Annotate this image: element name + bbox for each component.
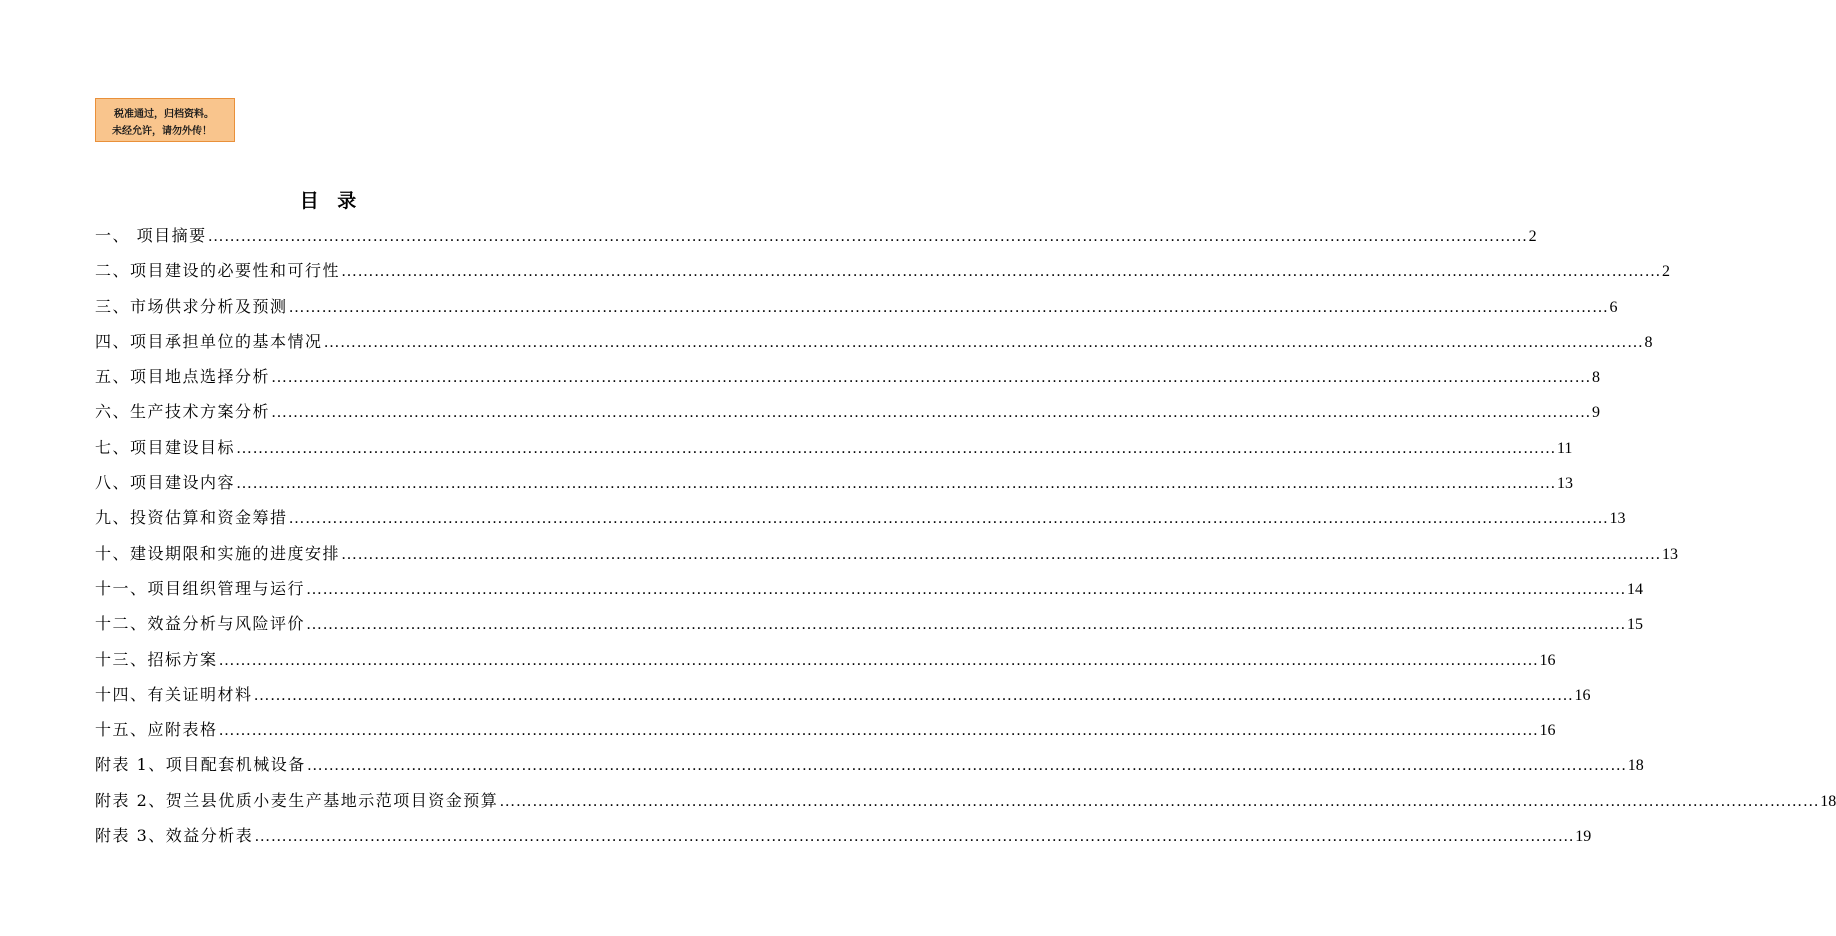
toc-leader-dots: …………………………………………………………………………………………………………………………………………………………………………………………………………………… (306, 580, 1627, 598)
toc-entry-page: 9 (1592, 404, 1601, 422)
toc-entry-label: 十三、招标方案 (95, 649, 218, 669)
toc-entry-page: 13 (1557, 475, 1574, 493)
toc-entry-page: 14 (1627, 580, 1644, 598)
toc-entry-label: 十、建设期限和实施的进度安排 (95, 543, 341, 563)
toc-leader-dots: …………………………………………………………………………………………………………………………………………………………………………………………………………………… (288, 298, 1609, 316)
toc-entry-label: 四、项目承担单位的基本情况 (95, 331, 323, 351)
stamp-line-2: 未经允许，请勿外传！ (112, 126, 212, 137)
toc-leader-dots: …………………………………………………………………………………………………………………………………………………………………………………………………………………… (271, 369, 1592, 387)
toc-leader-dots: …………………………………………………………………………………………………………………………………………………………………………………………………………………… (306, 757, 1627, 775)
toc-entry-page: 18 (1820, 792, 1836, 810)
toc-leader-dots: …………………………………………………………………………………………………………………………………………………………………………………………………………………… (323, 333, 1644, 351)
toc-leader-dots: …………………………………………………………………………………………………………………………………………………………………………………………………………………… (499, 792, 1820, 810)
toc-entry-label: 十二、效益分析与风险评价 (95, 614, 306, 634)
toc-entry-page: 2 (1662, 263, 1671, 281)
toc-entry[interactable] (95, 223, 1537, 258)
toc-leader-dots: …………………………………………………………………………………………………………………………………………………………………………………………………………………… (306, 616, 1627, 634)
toc-entry-label: 附表 2、贺兰县优质小麦生产基地示范项目资金预算 (95, 790, 499, 810)
toc-leader-dots: …………………………………………………………………………………………………………………………………………………………………………………………………………………… (288, 510, 1609, 528)
toc-leader-dots: …………………………………………………………………………………………………………………………………………………………………………………………………………………… (254, 828, 1575, 846)
toc-entry[interactable] (95, 788, 1836, 823)
stamp-line-1: 税准通过，归档资料。 (114, 109, 214, 120)
toc-entry[interactable] (95, 364, 1601, 399)
toc-leader-dots: …………………………………………………………………………………………………………………………………………………………………………………………………………………… (271, 404, 1592, 422)
toc-entry[interactable] (95, 435, 1573, 470)
toc-entry-page: 18 (1627, 757, 1644, 775)
toc-entry-label: 八、项目建设内容 (95, 473, 236, 493)
toc-entry-label: 七、项目建设目标 (95, 437, 236, 457)
toc-entry-label: 附表 3、效益分析表 (95, 826, 254, 846)
toc-entry[interactable] (95, 541, 1679, 576)
toc-entry-label: 六、生产技术方案分析 (95, 402, 271, 422)
toc-entry[interactable] (95, 505, 1626, 540)
toc-entry[interactable] (95, 294, 1618, 329)
toc-entry[interactable] (95, 611, 1644, 646)
table-of-contents (95, 223, 1836, 858)
toc-leader-dots: …………………………………………………………………………………………………………………………………………………………………………………………………………………… (207, 228, 1528, 245)
toc-leader-dots: …………………………………………………………………………………………………………………………………………………………………………………………………………………… (218, 651, 1539, 669)
toc-entry-label: 五、项目地点选择分析 (95, 367, 271, 387)
toc-leader-dots: …………………………………………………………………………………………………………………………………………………………………………………………………………………… (236, 439, 1557, 457)
toc-entry-page: 15 (1627, 616, 1644, 634)
toc-entry-page: 13 (1609, 510, 1626, 528)
toc-entry[interactable] (95, 399, 1601, 434)
toc-entry[interactable] (95, 258, 1671, 293)
toc-entry-page: 8 (1592, 369, 1601, 387)
toc-leader-dots: …………………………………………………………………………………………………………………………………………………………………………………………………………………… (236, 475, 1557, 493)
toc-entry[interactable] (95, 647, 1556, 682)
toc-entry[interactable] (95, 717, 1556, 752)
toc-leader-dots: …………………………………………………………………………………………………………………………………………………………………………………………………………………… (253, 686, 1574, 704)
toc-entry[interactable] (95, 823, 1592, 858)
toc-entry-label: 附表 1、项目配套机械设备 (95, 755, 306, 775)
toc-entry-label: 九、投资估算和资金筹措 (95, 508, 288, 528)
toc-entry-page: 16 (1574, 686, 1591, 704)
toc-entry[interactable] (95, 470, 1574, 505)
confidential-stamp (95, 98, 235, 142)
toc-entry-label: 一、 项目摘要 (95, 226, 207, 245)
toc-entry-page: 16 (1539, 651, 1556, 669)
toc-leader-dots: …………………………………………………………………………………………………………………………………………………………………………………………………………………… (341, 545, 1662, 563)
toc-entry[interactable] (95, 682, 1591, 717)
page-title: 目 录 (299, 190, 363, 212)
toc-entry-page: 11 (1557, 439, 1573, 457)
toc-leader-dots: …………………………………………………………………………………………………………………………………………………………………………………………………………………… (341, 263, 1662, 281)
toc-entry-label: 二、项目建设的必要性和可行性 (95, 261, 341, 281)
toc-entry-page: 6 (1609, 298, 1618, 316)
toc-entry[interactable] (95, 752, 1644, 787)
toc-entry-label: 十五、应附表格 (95, 720, 218, 740)
toc-entry-page: 2 (1528, 228, 1537, 245)
toc-entry-page: 13 (1662, 545, 1679, 563)
toc-entry-page: 19 (1575, 828, 1592, 846)
toc-entry[interactable] (95, 329, 1653, 364)
toc-entry-label: 十一、项目组织管理与运行 (95, 578, 306, 598)
toc-leader-dots: …………………………………………………………………………………………………………………………………………………………………………………………………………………… (218, 722, 1539, 740)
toc-entry-label: 十四、有关证明材料 (95, 684, 253, 704)
toc-entry[interactable] (95, 576, 1644, 611)
toc-entry-label: 三、市场供求分析及预测 (95, 296, 288, 316)
toc-entry-page: 8 (1644, 333, 1653, 351)
toc-entry-page: 16 (1539, 722, 1556, 740)
